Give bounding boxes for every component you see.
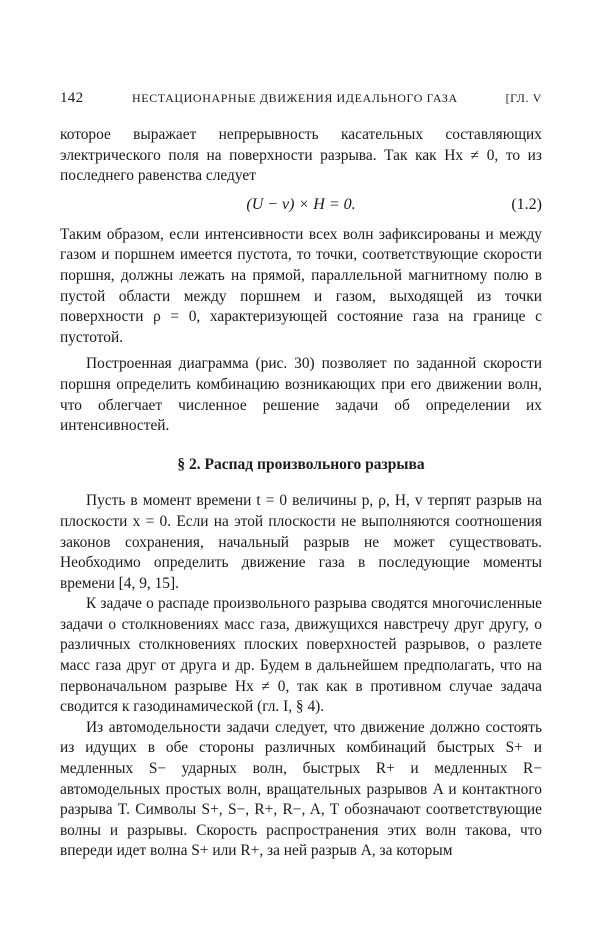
paragraph-4: Пусть в момент времени t = 0 величины p, ρ, H, v терпят разрыв на плоскости x = 0. Если на этой плоскости не выполняются соотношения законов сохранения, начальный разрыв не может существовать. Необходимо определить движение газа в последующие моменты времени [4, 9, 15]. — [60, 492, 542, 592]
equation-1-2 — [60, 187, 542, 225]
paragraph-6: Из автомодельности задачи следует, что движение должно состоять из идущих в обе стороны различных комбинаций быстрых S+ и медленных S− ударных волн, быстрых R+ и медленных R− автомодельных простых волн, вращательных разрывов A и контактного разрыва T. Символы S+, S−, R+, R−, A, T обозначают соответствующие волны и разрывы. Скорость распространения этих волн такова, что впереди идет волна S+ или R+, за ней разрыв A, за которым — [60, 718, 542, 860]
page-body — [60, 125, 542, 862]
page-number: 142 — [60, 90, 84, 106]
paragraph-1: которое выражает непрерывность касательных составляющих электрического поля на поверхности разрыва. Так как Hx ≠ 0, то из последнего равенства следует — [60, 126, 542, 185]
equation-number: (1.2) — [511, 195, 542, 213]
paragraph-3: Построенная диаграмма (рис. 30) позволяет по заданной скорости поршня определить комбинацию возникающих при его движении волн, что облегчает численное решение задачи об определении их интенсивностей. — [60, 355, 542, 435]
running-title: НЕСТАЦИОНАРНЫЕ ДВИЖЕНИЯ ИДЕАЛЬНОГО ГАЗА — [132, 91, 458, 105]
chapter-label: [ГЛ. V — [505, 91, 542, 105]
paragraph-2: Таким образом, если интенсивности всех волн зафиксированы и между газом и поршнем имеется пустота, то точки, соответствующие скорости поршня, должны лежать на прямой, параллельной магнитному полю в пустой области между поршнем и газом, выходящей из точки поверхности ρ = 0, характеризующей состояние газа на границе с пустотой. — [60, 225, 542, 346]
section-heading: § 2. Распад произвольного разрыва — [177, 455, 425, 473]
page-header — [60, 90, 542, 110]
paragraph-5: К задаче о распаде произвольного разрыва сводятся многочисленные задачи о столкновениях масс газа, движущихся навстречу друг другу, о различных столкновениях плоских поверхностей разрывов, о разлете масс газа друг от друга и др. Будем в дальнейшем предполагать, что на первоначальном разрыве Hx ≠ 0, так как в противном случае задача сводится к газодинамической (гл. I, § 4). — [60, 595, 542, 716]
equation-expression: (U − v) × H = 0. — [246, 195, 356, 213]
